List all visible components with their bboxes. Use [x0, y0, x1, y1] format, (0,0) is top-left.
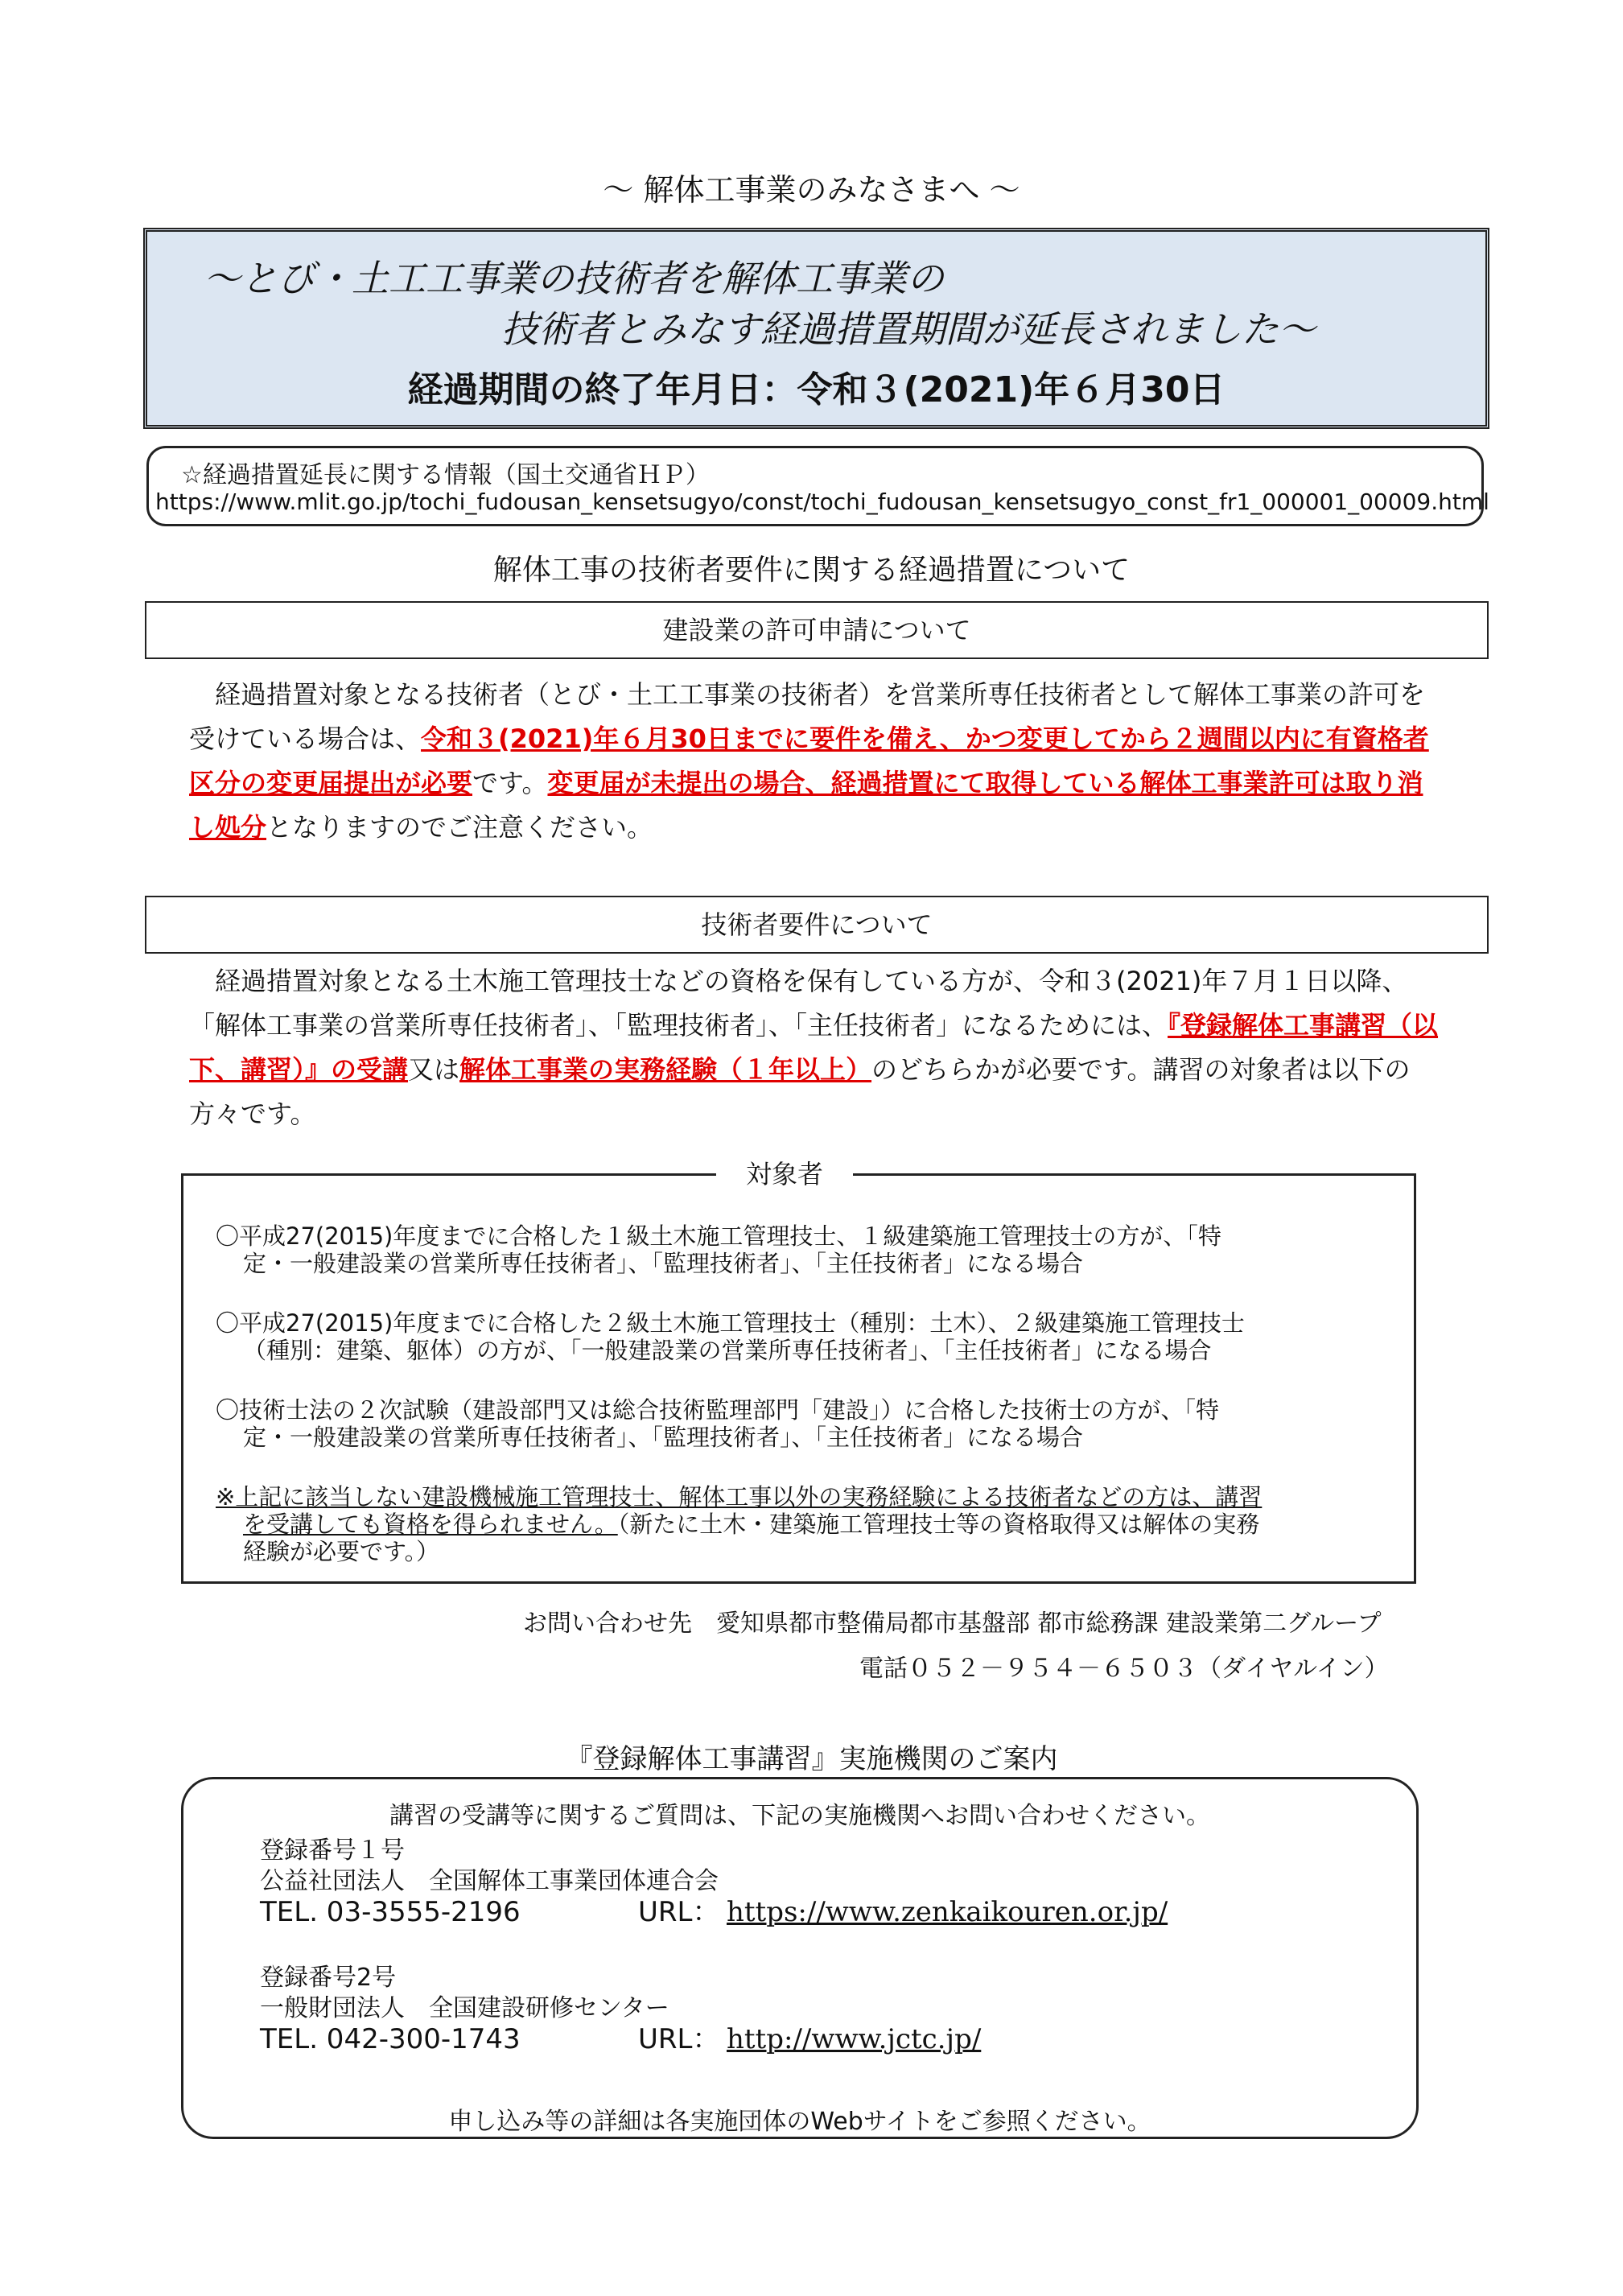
section-title-permit: 建設業の許可申請について [145, 601, 1489, 659]
permit-text-deadline: 令和３(2021)年６月30日までに要件を備え、かつ変更してから２週間以内に有資格者区分の変更届提出が必要 [189, 723, 1429, 798]
org-2-tel: TEL. 042-300-1743 [260, 2023, 521, 2055]
greeting-heading: ～ 解体工事業のみなさまへ ～ [603, 172, 1020, 208]
target-item-3-line-2: 定・一般建設業の営業所専任技術者」、「監理技術者」、「主任技術者」になる場合 [243, 1424, 1084, 1451]
target-item-1-line-2: 定・一般建設業の営業所専任技術者」、「監理技術者」、「主任技術者」になる場合 [243, 1250, 1084, 1277]
org-1-url-link[interactable]: https://www.zenkaikouren.or.jp/ [727, 1896, 1168, 1928]
organizations-outro: 申し込み等の詳細は各実施団体のWebサイトをご参照ください。 [448, 2108, 1151, 2136]
target-note-line-2-underlined: を受講しても資格を得られません。 [243, 1511, 618, 1538]
deadline-title: 経過期間の終了年月日：令和３(2021)年６月30日 [407, 369, 1225, 410]
org-2-url-link[interactable]: http://www.jctc.jp/ [727, 2023, 982, 2055]
req-text-or: 又は [408, 1054, 460, 1085]
permit-text-c: です。 [472, 768, 548, 798]
organization-2 [260, 1963, 982, 2055]
permit-paragraph [189, 673, 1444, 850]
target-note-line-1: ※上記に該当しない建設機械施工管理技士、解体工事以外の実務経験による技術者などの方は、講習 [216, 1483, 1263, 1511]
mlit-info-link[interactable]: https://www.mlit.go.jp/tochi_fudousan_kensetsugyo/const/tochi_fudousan_kensetsugyo_const_fr1_000001_00009.html [155, 488, 1489, 515]
org-2-registration: 登録番号2号 [260, 1964, 397, 1992]
organizations-heading: 『登録解体工事講習』実施機関のご案内 [565, 1743, 1058, 1775]
req-text-e: のどちらかが必要です。講習の対象者は以下の方々です。 [189, 1054, 1411, 1129]
title-line-2: 技術者とみなす経過措置期間が延長されました～ [501, 307, 1316, 351]
targets-box [181, 1173, 1416, 1584]
title-line-1: ～とび・土工工事業の技術者を解体工事業の [204, 257, 944, 300]
mlit-info-box [146, 446, 1489, 526]
org-1-tel: TEL. 03-3555-2196 [260, 1896, 521, 1928]
section-title-requirements: 技術者要件について [145, 896, 1489, 954]
organizations-box [181, 1777, 1419, 2139]
target-item-1-line-1: 〇平成27(2015)年度までに合格した１級土木施工管理技士、１級建築施工管理技士の方が、「特 [216, 1222, 1221, 1250]
org-2-name: 一般財団法人 全国建設研修センター [260, 1994, 669, 2022]
permit-text-warning: 変更届が未提出の場合、経過措置にて取得している解体工事業許可は取り消し処分 [189, 768, 1423, 843]
org-2-url-label: URL： [638, 2023, 720, 2055]
target-note-line-3: 経験が必要です。） [243, 1538, 440, 1565]
organizations-intro: 講習の受講等に関するご質問は、下記の実施機関へお問い合わせください。 [389, 1802, 1210, 1830]
targets-title: 対象者 [716, 1154, 853, 1191]
title-banner [143, 228, 1489, 429]
target-item-2-line-1: 〇平成27(2015)年度までに合格した２級土木施工管理技士（種別：土木）、２級建築施工管理技士 [216, 1309, 1245, 1337]
target-item-2 [216, 1309, 1390, 1364]
permit-text-a: 経過措置対象となる技術者（とび・土工工事業の技術者）を営業所専任技術者として解体工事業の許可を受けている場合は、 [189, 679, 1426, 754]
target-item-2-line-2: （種別：建築、躯体）の方が、「一般建設業の営業所専任技術者」、「主任技術者」になる場合 [243, 1337, 1212, 1364]
target-note [216, 1483, 1390, 1565]
req-text-experience: 解体工事業の実務経験（１年以上） [459, 1054, 872, 1085]
target-item-3 [216, 1396, 1390, 1451]
requirements-paragraph [189, 959, 1444, 1136]
target-item-1 [216, 1222, 1390, 1277]
organization-1 [260, 1836, 1168, 1928]
contact-office: お問い合わせ先 愛知県都市整備局都市基盤部 都市総務課 建設業第二グループ [523, 1610, 1382, 1638]
target-note-line-2: （新たに土木・建築施工管理技士等の資格取得又は解体の実務 [617, 1511, 1260, 1538]
permit-text-e: となりますのでご注意ください。 [266, 812, 653, 843]
req-text-a: 経過措置対象となる土木施工管理技士などの資格を保有している方が、令和３(2021)年７月１日以降、「解体工事業の営業所専任技術者」、「監理技術者」、「主任技術者」になるためには、 [189, 966, 1408, 1041]
org-1-registration: 登録番号１号 [260, 1836, 405, 1865]
contact-phone: 電話０５２－９５４－６５０３（ダイヤルイン） [859, 1655, 1389, 1683]
org-1-name: 公益社団法人 全国解体工事業団体連合会 [260, 1867, 719, 1895]
org-1-url-label: URL： [638, 1896, 720, 1928]
mlit-info-label: ☆経過措置延長に関する情報（国土交通省ＨＰ） [181, 461, 710, 489]
req-text-course: 『登録解体工事講習（以下、講習）』の受講 [189, 1010, 1439, 1085]
target-item-3-line-1: 〇技術士法の２次試験（建設部門又は総合技術監理部門「建設」）に合格した技術士の方が、「特 [216, 1396, 1220, 1424]
section-heading: 解体工事の技術者要件に関する経過措置について [492, 554, 1131, 587]
